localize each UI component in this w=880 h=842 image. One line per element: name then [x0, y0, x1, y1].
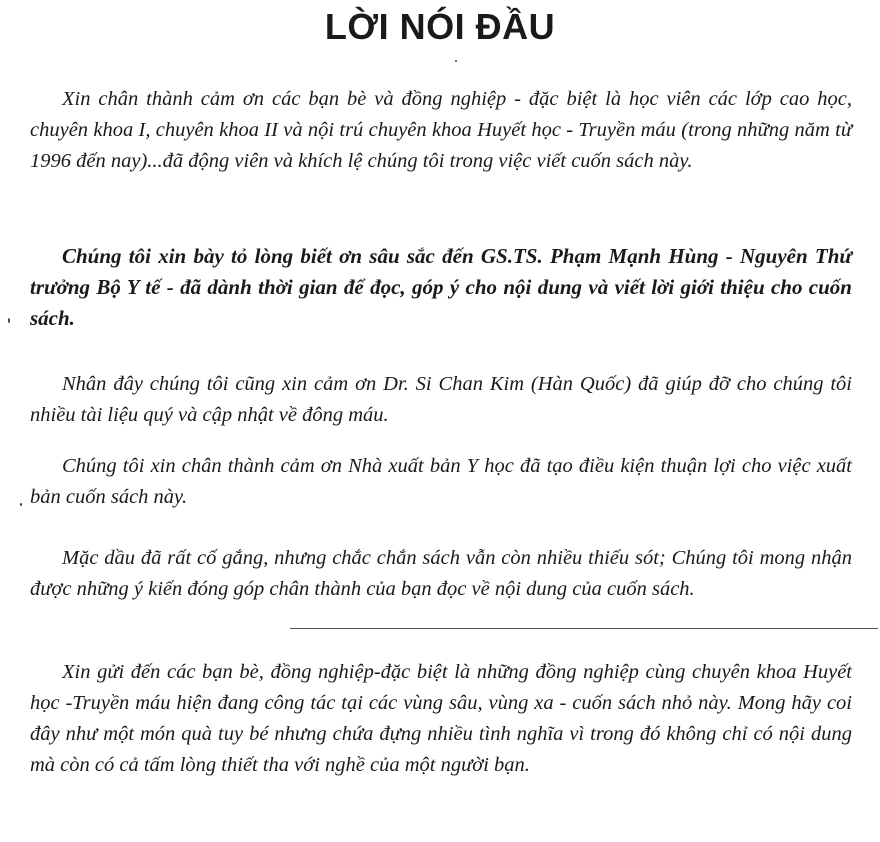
scan-speck — [455, 60, 457, 62]
paragraph-dedication: Xin gửi đến các bạn bè, đồng nghiệp-đặc biệt là những đồng nghiệp cùng chuyên khoa Huyết học -Truyền máu hiện đang công tác tại các vùng sâu, vùng xa - cuốn sách nhỏ này. Mong hãy coi đây như một món quà tuy bé nhưng chứa đựng nhiều tình nghĩa vì trong đó không chỉ có nội dung mà còn có cả tấm lòng thiết tha với nghề của một người bạn. — [30, 661, 852, 776]
page-title: LỜI NÓI ĐẦU — [324, 6, 556, 47]
paragraph-thanks-colleagues: Xin chân thành cảm ơn các bạn bè và đồng nghiệp - đặc biệt là học viên các lớp cao học, chuyên khoa I, chuyên khoa II và nội trú chuyên khoa Huyết học - Truyền máu (trong những năm từ 1996 đến nay)...đã động viên và khích lệ chúng tôi trong việc viết cuốn sách này. — [30, 88, 852, 172]
scan-speck — [8, 318, 10, 323]
paragraph-thanks-professor: Chúng tôi xin bày tỏ lòng biết ơn sâu sắc đến GS.TS. Phạm Mạnh Hùng - Nguyên Thứ trưởng Bộ Y tế - đã dành thời gian để đọc, góp ý cho nội dung và viết lời giới thiệu cho cuốn sách. — [30, 244, 852, 330]
divider-line — [290, 628, 878, 629]
paragraph-feedback-request: Mặc dầu đã rất cố gắng, nhưng chắc chắn sách vẫn còn nhiều thiếu sót; Chúng tôi mong nhận được những ý kiến đóng góp chân thành của bạn đọc về nội dung của cuốn sách. — [30, 547, 852, 600]
scan-speck — [20, 503, 22, 506]
paragraph-thanks-dr-kim: Nhân đây chúng tôi cũng xin cảm ơn Dr. Si Chan Kim (Hàn Quốc) đã giúp đỡ cho chúng tôi nhiều tài liệu quý và cập nhật về đông máu. — [30, 373, 852, 426]
paragraph-thanks-publisher: Chúng tôi xin chân thành cảm ơn Nhà xuất bản Y học đã tạo điều kiện thuận lợi cho việc xuất bản cuốn sách này. — [30, 455, 852, 508]
